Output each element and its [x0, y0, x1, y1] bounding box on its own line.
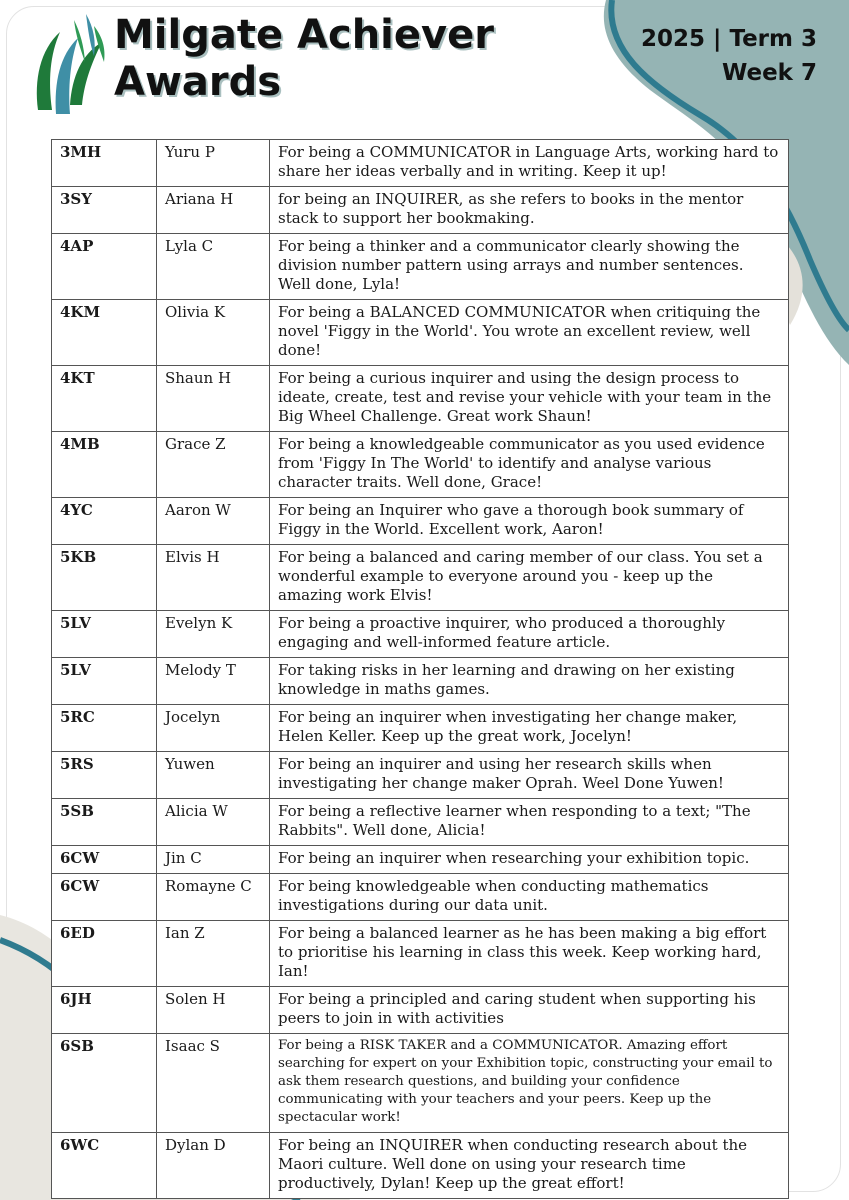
name-cell: Ariana H	[157, 187, 270, 234]
table-row	[52, 545, 789, 611]
reason-cell: For being a balanced and caring member of our class. You set a wonderful example to everyone around you - keep up the amazing work Elvis!	[270, 545, 789, 611]
name-cell: Dylan D	[157, 1133, 270, 1199]
reason-cell: For being a curious inquirer and using the design process to ideate, create, test and revise your vehicle with your team in the Big Wheel Challenge. Great work Shaun!	[270, 366, 789, 432]
name-cell: Lyla C	[157, 234, 270, 300]
class-cell: 5RS	[52, 752, 157, 799]
name-cell: Aaron W	[157, 498, 270, 545]
reason-cell: For being a proactive inquirer, who produced a thoroughly engaging and well-informed feature article.	[270, 611, 789, 658]
term-label	[641, 22, 817, 90]
class-cell: 6ED	[52, 921, 157, 987]
reason-cell: For being a principled and caring student when supporting his peers to join in with activities	[270, 987, 789, 1034]
name-cell: Alicia W	[157, 799, 270, 846]
reason-cell: For taking risks in her learning and drawing on her existing knowledge in maths games.	[270, 658, 789, 705]
name-cell: Jin C	[157, 846, 270, 874]
name-cell: Isaac S	[157, 1034, 270, 1133]
table-row	[52, 140, 789, 187]
name-cell: Olivia K	[157, 300, 270, 366]
class-cell: 6CW	[52, 846, 157, 874]
title-line-1: Milgate Achiever	[114, 12, 494, 58]
table-row	[52, 705, 789, 752]
table-row	[52, 874, 789, 921]
class-cell: 5LV	[52, 611, 157, 658]
reason-cell: For being a thinker and a communicator clearly showing the division number pattern using arrays and number sentences. Well done, Lyla!	[270, 234, 789, 300]
class-cell: 6SB	[52, 1034, 157, 1133]
table-row	[52, 1133, 789, 1199]
awards-table	[51, 139, 789, 1199]
table-row	[52, 366, 789, 432]
table-row	[52, 987, 789, 1034]
name-cell: Ian Z	[157, 921, 270, 987]
table-row	[52, 658, 789, 705]
table-row	[52, 432, 789, 498]
class-cell: 3SY	[52, 187, 157, 234]
title-line-2: Awards	[114, 59, 282, 105]
table-row	[52, 300, 789, 366]
reason-cell: for being an INQUIRER, as she refers to books in the mentor stack to support her bookmaking.	[270, 187, 789, 234]
class-cell: 5KB	[52, 545, 157, 611]
name-cell: Evelyn K	[157, 611, 270, 658]
reason-cell: For being a balanced learner as he has been making a big effort to prioritise his learning in class this week. Keep working hard, Ian!	[270, 921, 789, 987]
class-cell: 4KT	[52, 366, 157, 432]
reason-cell: For being an inquirer when researching your exhibition topic.	[270, 846, 789, 874]
name-cell: Shaun H	[157, 366, 270, 432]
reason-cell: For being knowledgeable when conducting mathematics investigations during our data unit.	[270, 874, 789, 921]
school-logo-icon	[30, 10, 110, 118]
name-cell: Solen H	[157, 987, 270, 1034]
table-row	[52, 498, 789, 545]
table-row	[52, 752, 789, 799]
name-cell: Yuwen	[157, 752, 270, 799]
reason-cell: For being a COMMUNICATOR in Language Arts, working hard to share her ideas verbally and in writing. Keep it up!	[270, 140, 789, 187]
term-week: Week 7	[721, 60, 817, 86]
class-cell: 4MB	[52, 432, 157, 498]
name-cell: Yuru P	[157, 140, 270, 187]
name-cell: Elvis H	[157, 545, 270, 611]
table-row	[52, 611, 789, 658]
table-row	[52, 846, 789, 874]
reason-cell: For being a reflective learner when responding to a text; "The Rabbits". Well done, Alicia!	[270, 799, 789, 846]
term-year: 2025 | Term 3	[641, 26, 817, 52]
class-cell: 5LV	[52, 658, 157, 705]
table-row	[52, 1034, 789, 1133]
table-row	[52, 234, 789, 300]
table-row	[52, 187, 789, 234]
reason-cell: For being an inquirer when investigating her change maker, Helen Keller. Keep up the great work, Jocelyn!	[270, 705, 789, 752]
reason-cell: For being an inquirer and using her research skills when investigating her change maker Oprah. Weel Done Yuwen!	[270, 752, 789, 799]
class-cell: 6JH	[52, 987, 157, 1034]
class-cell: 5SB	[52, 799, 157, 846]
class-cell: 4KM	[52, 300, 157, 366]
name-cell: Grace Z	[157, 432, 270, 498]
class-cell: 6CW	[52, 874, 157, 921]
reason-cell: For being an INQUIRER when conducting research about the Maori culture. Well done on using your research time productively, Dylan! Keep up the great effort!	[270, 1133, 789, 1199]
table-row	[52, 921, 789, 987]
name-cell: Romayne C	[157, 874, 270, 921]
reason-cell: For being a knowledgeable communicator as you used evidence from 'Figgy In The World' to identify and analyse various character traits. Well done, Grace!	[270, 432, 789, 498]
class-cell: 4AP	[52, 234, 157, 300]
reason-cell: For being a BALANCED COMMUNICATOR when critiquing the novel 'Figgy in the World'. You wrote an excellent review, well done!	[270, 300, 789, 366]
class-cell: 4YC	[52, 498, 157, 545]
class-cell: 5RC	[52, 705, 157, 752]
table-row	[52, 799, 789, 846]
reason-cell: For being an Inquirer who gave a thorough book summary of Figgy in the World. Excellent work, Aaron!	[270, 498, 789, 545]
class-cell: 6WC	[52, 1133, 157, 1199]
name-cell: Jocelyn	[157, 705, 270, 752]
page-title	[114, 12, 494, 106]
reason-cell: For being a RISK TAKER and a COMMUNICATOR. Amazing effort searching for expert on your Exhibition topic, constructing your email to ask them research questions, and building your confidence communicating with your teachers and your peers. Keep up the spectacular work!	[270, 1034, 789, 1133]
name-cell: Melody T	[157, 658, 270, 705]
class-cell: 3MH	[52, 140, 157, 187]
